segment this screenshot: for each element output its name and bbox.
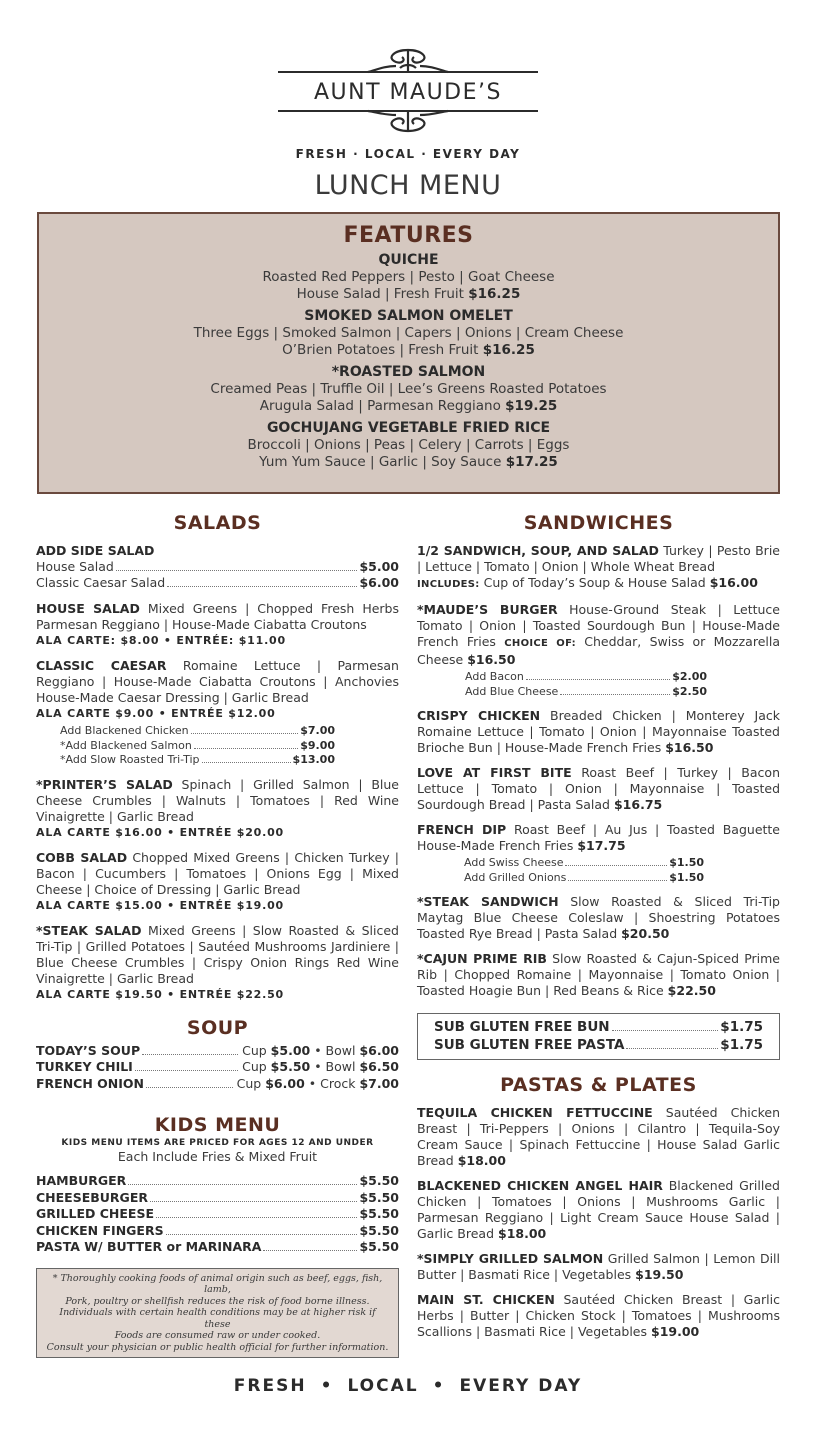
sandwich-desc: Slow Roasted & Cajun-Spiced Prime Rib | Chopped Romaine | Mayonnaise | Tomato Onion | Toasted Hoagie Bun | Red Beans & Rice xyxy=(417,951,780,998)
addon-list xyxy=(464,856,704,885)
sandwich-name: CRISPY CHICKEN xyxy=(417,708,541,723)
salad-desc: Romaine Lettuce | Parmesan Reggiano | House-Made Ciabatta Croutons | Anchovies House-Made Caesar Dressing | Garlic Bread xyxy=(36,658,399,705)
addon-row: Add Blue Cheese $2.50 xyxy=(465,684,707,698)
feature-item xyxy=(39,252,778,302)
sandwich-name: 1/2 SANDWICH, SOUP, AND SALAD xyxy=(417,543,659,558)
salad-item xyxy=(36,850,399,914)
feature-name: SMOKED SALMON OMELET xyxy=(304,308,513,324)
kids-row: HAMBURGER $5.50 xyxy=(36,1173,399,1188)
food-safety-disclaimer: * Thoroughly cooking foods of animal origin such as beef, eggs, fish, lamb, Pork, poultry or shellfish reduces the risk of food borne illness. Individuals with certain health conditions may be at higher risk if these Foods are consumed raw or under cooked. Consult your physician or public health official for further information. xyxy=(36,1268,399,1359)
salad-desc: Spinach | Grilled Salmon | Blue Cheese Crumbles | Walnuts | Tomatoes | Red Wine Vinaigrette | Garlic Bread xyxy=(36,776,399,824)
feature-name: QUICHE xyxy=(378,252,439,268)
gluten-free-box xyxy=(417,1013,780,1060)
feature-desc: Three Eggs | Smoked Salmon | Capers | Onions | Cream Cheese xyxy=(193,325,624,341)
sandwich-name: LOVE AT FIRST BITE xyxy=(417,765,572,780)
addon-row: *Add Blackened Salmon $9.00 xyxy=(60,738,335,752)
kids-row: CHICKEN FINGERS $5.50 xyxy=(36,1222,399,1238)
salad-prices: ALA CARTE $9.00 • ENTRÉE $12.00 xyxy=(36,707,276,720)
salad-desc: Chopped Mixed Greens | Chicken Turkey | Bacon | Cucumbers | Tomatoes | Onions Egg | Mixed Cheese | Choice of Dressing | Garlic Bread xyxy=(36,849,399,897)
sandwich-desc: House-Ground Steak | Lettuce Tomato | Onion | Toasted Sourdough Bun | House-Made French Fries xyxy=(417,602,780,649)
flourish-top-icon xyxy=(276,48,540,78)
salads-title: SALADS xyxy=(173,512,262,534)
feature-desc: Yum Yum Sauce | Garlic | Soy Sauce $17.25 xyxy=(259,453,558,470)
pasta-price: $18.00 xyxy=(498,1226,547,1241)
kids-row: PASTA W/ BUTTER or MARINARA $5.50 xyxy=(36,1239,399,1254)
sandwich-price: $16.50 xyxy=(467,652,516,667)
feature-desc: Creamed Peas | Truffle Oil | Lee’s Greens Roasted Potatoes xyxy=(210,381,607,397)
page-title: LUNCH MENU xyxy=(314,170,502,201)
addon-row: Add Bacon $2.00 xyxy=(465,670,707,683)
right-column xyxy=(417,512,780,1340)
sandwich-item: 1/2 SANDWICH, SOUP, AND SALAD Turkey | Pesto Brie | Lettuce | Tomato | Onion | Whole Wheat Bread INCLUDES: Cup of Today’s Soup & House Salad $16.00 xyxy=(417,543,780,590)
sandwich-item xyxy=(417,765,780,813)
sandwich-price: $16.75 xyxy=(613,797,663,812)
pasta-item xyxy=(417,1105,780,1169)
pasta-name: MAIN ST. CHICKEN xyxy=(417,1292,555,1307)
sandwich-price: $22.50 xyxy=(667,983,716,998)
addon-row: Add Swiss Cheese $1.50 xyxy=(464,856,704,869)
sandwich-item xyxy=(417,822,780,885)
addon-list xyxy=(465,670,707,699)
feature-desc: House Salad | Fresh Fruit $16.25 xyxy=(296,285,521,302)
salad-item xyxy=(36,658,399,768)
left-column xyxy=(36,512,399,1358)
side-salad-row: House Salad $5.00 xyxy=(36,559,399,574)
brand-tagline: FRESH · LOCAL · EVERY DAY xyxy=(295,147,521,161)
sandwich-desc: Slow Roasted & Sliced Tri-Tip Maytag Blue Cheese Coleslaw | Shoestring Potatoes Toasted Rye Bread | Pasta Salad xyxy=(417,894,780,941)
brand-name: AUNT MAUDE’S xyxy=(314,80,502,105)
sandwich-name: FRENCH DIP xyxy=(417,822,507,837)
feature-name: GOCHUJANG VEGETABLE FRIED RICE xyxy=(266,420,551,436)
feature-item xyxy=(39,308,778,358)
side-salad-title: ADD SIDE SALAD xyxy=(36,543,155,558)
feature-name: *ROASTED SALMON xyxy=(331,364,486,380)
kids-row: CHEESEBURGER $5.50 xyxy=(36,1189,399,1205)
feature-price: $17.25 xyxy=(505,453,558,470)
pasta-name: BLACKENED CHICKEN ANGEL HAIR xyxy=(417,1178,663,1193)
sandwich-price: $16.00 xyxy=(709,575,758,590)
kids-list xyxy=(36,1173,399,1256)
kids-subtitle-2: Each Include Fries & Mixed Fruit xyxy=(117,1149,318,1164)
brand-logo xyxy=(0,48,816,161)
sandwich-desc: Breaded Chicken | Monterey Jack Romaine Lettuce | Tomato | Onion | Mayonnaise Toasted Brioche Bun | House-Made French Fries xyxy=(417,708,780,755)
sandwich-name: *MAUDE’S BURGER xyxy=(417,602,558,617)
pasta-desc: Grilled Salmon | Lemon Dill Butter | Basmati Rice | Vegetables xyxy=(417,1251,780,1282)
sandwich-desc: Roast Beef | Turkey | Bacon Lettuce | Tomato | Onion | Mayonnaise | Toasted Sourdough Bread | Pasta Salad xyxy=(417,765,780,812)
sandwich-item xyxy=(417,894,780,942)
pasta-price: $18.00 xyxy=(457,1153,506,1168)
soup-row: FRENCH ONION Cup $6.00 • Crock $7.00 xyxy=(36,1075,399,1091)
salad-item xyxy=(36,601,399,649)
kids-row: GRILLED CHEESE $5.50 xyxy=(36,1206,399,1221)
addon-row: Add Blackened Chicken $7.00 xyxy=(60,724,335,737)
feature-desc: Roasted Red Peppers | Pesto | Goat Cheese xyxy=(262,269,555,285)
feature-desc: Arugula Salad | Parmesan Reggiano $19.25 xyxy=(259,397,558,414)
pasta-desc: Sautéed Chicken Breast | Garlic Herbs | Butter | Chicken Stock | Tomatoes | Mushrooms Scallions | Basmati Rice | Vegetables xyxy=(417,1292,780,1339)
gluten-free-row: SUB GLUTEN FREE BUN $1.75 xyxy=(434,1019,763,1035)
feature-item xyxy=(39,420,778,470)
features-title: FEATURES xyxy=(343,223,474,248)
salad-desc: Mixed Greens | Chopped Fresh Herbs Parmesan Reggiano | House-Made Ciabatta Croutons xyxy=(36,601,399,632)
addon-row: *Add Slow Roasted Tri-Tip $13.00 xyxy=(60,753,335,766)
sandwich-name: *STEAK SANDWICH xyxy=(417,894,559,909)
salad-item xyxy=(36,923,399,1003)
salad-prices: ALA CARTE $15.00 • ENTRÉE $19.00 xyxy=(36,898,285,912)
pasta-price: $19.00 xyxy=(651,1324,700,1339)
side-salad-row: Classic Caesar Salad $6.00 xyxy=(36,575,399,590)
pasta-desc: Sautéed Chicken Breast | Tri-Peppers | Onions | Cilantro | Tequila-Soy Cream Sauce | Spinach Fettuccine | House Salad Garlic Bread xyxy=(417,1105,780,1168)
salad-name: COBB SALAD xyxy=(36,849,128,865)
sandwiches-title: SANDWICHES xyxy=(523,512,674,534)
feature-price: $16.25 xyxy=(482,341,535,358)
sandwich-item xyxy=(417,951,780,999)
sandwich-desc: Turkey | Pesto Brie | Lettuce | Tomato | Onion | Whole Wheat Bread xyxy=(417,543,780,574)
feature-price: $16.25 xyxy=(468,285,521,302)
sandwich-desc: Roast Beef | Au Jus | Toasted Baguette House-Made French Fries xyxy=(417,822,780,853)
feature-price: $19.25 xyxy=(505,397,558,414)
addon-row: Add Grilled Onions $1.50 xyxy=(464,870,704,884)
addon-list xyxy=(60,724,335,768)
salad-prices: ALA CARTE $16.00 • ENTRÉE $20.00 xyxy=(36,825,285,839)
pastas-title: PASTAS & PLATES xyxy=(500,1074,697,1096)
sandwich-price: $16.50 xyxy=(665,740,714,755)
sandwich-item xyxy=(417,708,780,756)
pasta-desc: Blackened Grilled Chicken | Tomatoes | Onions | Mushrooms Garlic | Parmesan Reggiano | Light Cream Sauce House Salad | Garlic Bread xyxy=(417,1178,780,1241)
flourish-bottom-icon xyxy=(276,107,540,133)
pasta-price: $19.50 xyxy=(635,1267,684,1282)
feature-desc: Broccoli | Onions | Peas | Celery | Carrots | Eggs xyxy=(247,437,570,453)
sandwich-name: *CAJUN PRIME RIB xyxy=(417,951,547,966)
salad-desc: Mixed Greens | Slow Roasted & Sliced Tri-Tip | Grilled Potatoes | Sautéed Mushrooms Jardiniere | Blue Cheese Crumbles | Crispy Onion Rings Red Wine Vinaigrette | Garlic Bread xyxy=(36,922,399,986)
salad-name: CLASSIC CAESAR xyxy=(36,658,167,673)
salad-prices: ALA CARTE $19.50 • ENTRÉE $22.50 xyxy=(36,987,285,1001)
salad-name: HOUSE SALAD xyxy=(36,601,140,616)
pasta-name: TEQUILA CHICKEN FETTUCCINE xyxy=(417,1105,653,1120)
pasta-item xyxy=(417,1251,780,1283)
pasta-name: *SIMPLY GRILLED SALMON xyxy=(417,1251,604,1266)
pasta-item xyxy=(417,1292,780,1340)
gluten-free-row: SUB GLUTEN FREE PASTA $1.75 xyxy=(434,1037,763,1053)
soup-row: TODAY’S SOUP Cup $5.00 • Bowl $6.00 xyxy=(36,1042,399,1058)
features-box xyxy=(37,212,780,494)
sandwich-item: *MAUDE’S BURGER House-Ground Steak | Lettuce Tomato | Onion | Toasted Sourdough Bun | House-Made French Fries CHOICE OF: Cheddar, Swiss or Mozzarella Cheese $16.50 Add Bacon $2.00 Add Blue Cheese $2.50 xyxy=(417,602,780,698)
kids-title: KIDS MENU xyxy=(154,1114,281,1136)
soup-title: SOUP xyxy=(186,1016,249,1039)
soup-row: TURKEY CHILI Cup $5.50 • Bowl $6.50 xyxy=(36,1059,399,1074)
footer-tagline: FRESH • LOCAL • EVERY DAY xyxy=(233,1376,583,1396)
sandwich-price: $17.75 xyxy=(577,838,626,853)
kids-subtitle: KIDS MENU ITEMS ARE PRICED FOR AGES 12 AND UNDER xyxy=(61,1138,374,1148)
salad-name: *PRINTER’S SALAD xyxy=(36,776,173,792)
salad-name: *STEAK SALAD xyxy=(36,922,142,938)
salad-prices: ALA CARTE: $8.00 • ENTRÉE: $11.00 xyxy=(36,634,286,647)
sandwich-price: $20.50 xyxy=(621,926,670,941)
feature-desc: O’Brien Potatoes | Fresh Fruit $16.25 xyxy=(282,341,535,358)
feature-item xyxy=(39,364,778,414)
pasta-item xyxy=(417,1178,780,1242)
side-salad-section xyxy=(36,543,399,591)
salad-item xyxy=(36,777,399,841)
